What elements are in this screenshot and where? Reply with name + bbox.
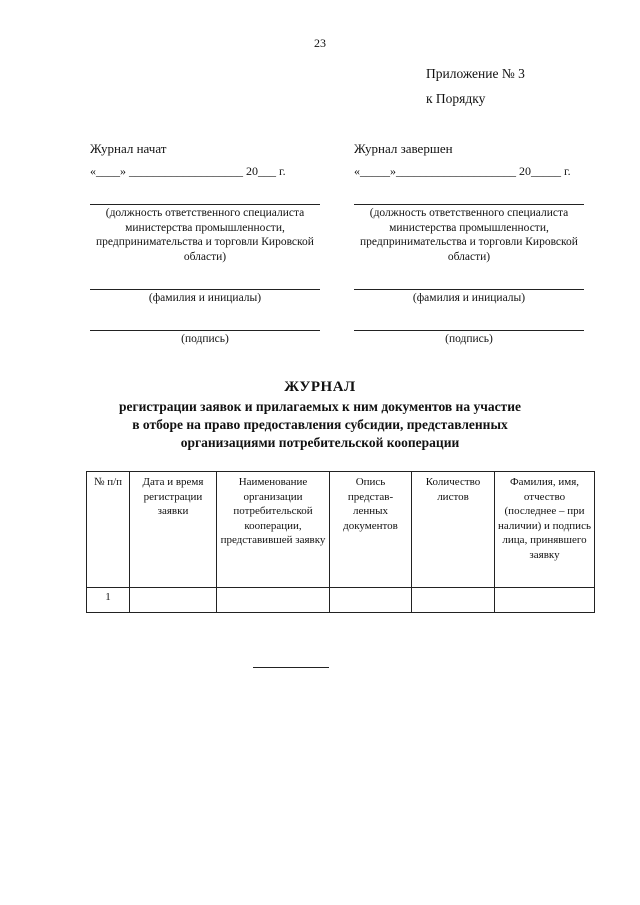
table-cell-date — [130, 588, 217, 613]
journal-start-name-caption: (фамилия и инициалы) — [148, 292, 262, 304]
table-header-row — [87, 472, 595, 588]
journal-end-signature-line — [354, 330, 584, 331]
column-header-inventory: Опись представ-ленных документов — [330, 472, 412, 588]
journal-end-name-line — [354, 289, 584, 290]
table-row — [87, 588, 595, 613]
journal-end-date: «_____»____________________ 20_____ г. — [354, 164, 571, 178]
registration-table — [86, 471, 595, 613]
column-header-date: Дата и время регистрации заявки — [130, 472, 217, 588]
table-cell-organization — [217, 588, 330, 613]
journal-start-position-line — [90, 204, 320, 205]
journal-end-position-caption: (должность ответственного специалиста министерства промышленности, предпринимательства и торговли Кировской области) — [360, 207, 578, 263]
journal-start-date: «____» ___________________ 20___ г. — [90, 164, 286, 178]
journal-start-signature-caption: (подпись) — [181, 333, 229, 345]
journal-end-name-caption: (фамилия и инициалы) — [412, 292, 526, 304]
journal-start-position-caption: (должность ответственного специалиста министерства промышленности, предпринимательства и торговли Кировской области) — [96, 207, 314, 263]
table-cell-inventory — [330, 588, 412, 613]
document-end-divider — [253, 667, 329, 668]
table-cell-number: 1 — [87, 588, 130, 613]
journal-start-name-line — [90, 289, 320, 290]
journal-heading-line3: организациями потребительской кооперации — [180, 435, 460, 450]
journal-end-position-line — [354, 204, 584, 205]
journal-start-signature-line — [90, 330, 320, 331]
journal-end-signature-caption: (подпись) — [445, 333, 493, 345]
column-header-number: № п/п — [87, 472, 130, 588]
journal-heading-line2: в отборе на право предоставления субсидии, представленных — [132, 417, 508, 432]
journal-end-title: Журнал завершен — [354, 141, 453, 156]
journal-heading-line1: регистрации заявок и прилагаемых к ним документов на участие — [119, 399, 521, 414]
appendix-number: Приложение № 3 — [426, 66, 525, 81]
journal-heading-title: ЖУРНАЛ — [284, 379, 356, 395]
table-cell-receiver — [495, 588, 595, 613]
page-number: 23 — [314, 36, 326, 50]
column-header-organization: Наименование организации потребительской кооперации, представившей заявку — [217, 472, 330, 588]
table-cell-sheets — [412, 588, 495, 613]
column-header-receiver: Фамилия, имя, отчество (последнее – при наличии) и подпись лица, принявшего заявку — [495, 472, 595, 588]
journal-start-title: Журнал начат — [90, 141, 167, 156]
column-header-sheets: Количество листов — [412, 472, 495, 588]
appendix-reference: к Порядку — [426, 91, 486, 106]
